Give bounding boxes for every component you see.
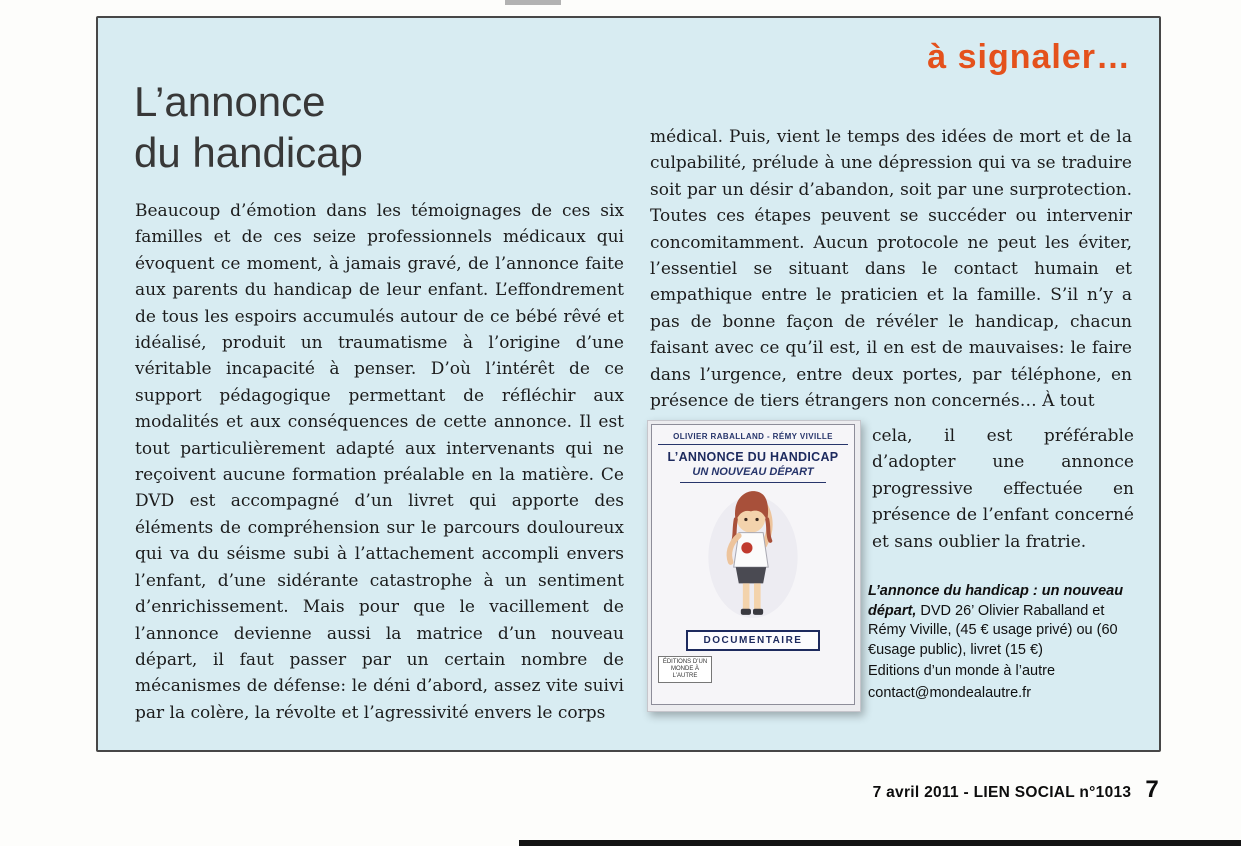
dvd-genre-label: DOCUMENTAIRE [686,630,821,651]
page-footer [873,776,1159,804]
section-tag: à signaler… [927,38,1131,76]
contact-email: contact@mondealautre.fr [868,684,1032,701]
dvd-caption [868,582,1136,703]
title-line-2: du handicap [134,129,363,176]
article-panel [96,16,1161,752]
scan-artifact-top-mark [505,0,561,5]
article-title [134,76,363,178]
column-left-text: Beaucoup d’émotion dans les témoignages de ces six familles et de ces seize professionnels médicaux qui évoquent ce moment, à jamais gravé, de l’annonce faite aux parents du handicap de leur enfant. L’effondrement de tous les espoirs accumulés autour de ce bébé rêvé et idéalisé, produit un traumatisme à l’origine d’une véritable incapacité à penser. D’où l’intérêt de ce support pédagogique permettant de réfléchir aux modalités et aux conséquences de cette annonce. Il est tout particulièrement adapté aux intervenants qui ne reçoivent aucune formation préalable en la matière. Ce DVD est accompagné d’un livret qui apporte des éléments de compréhension sur le parcours douloureux qui va du séisme subi à l’attachement accompli envers l’enfant, d’une sidérante catastrophe à un sentiment d’enrichissement. Mais pour que le vacillement de l’annonce devienne aussi la matrice d’un nouveau départ, il faut passer par un certain nombre de mécanismes de défense: le déni d’abord, assez vite suivi par la colère, la révolte et l’agressivité envers le corps [135,201,624,723]
title-line-1: L’annonce [134,78,326,125]
dvd-cover-card [651,424,855,705]
footer-page-number: 7 [1145,776,1159,803]
scan-artifact-bottom-edge [519,840,1241,846]
caption-publisher: Editions d’un monde à l’autre [868,663,1056,679]
column-right [650,124,1132,744]
footer-issue-line: 7 avril 2011 - LIEN SOCIAL n°1013 [872,784,1132,801]
column-right-text: médical. Puis, vient le temps des idées de mort et de la culpabilité, prélude à une dépression qui va se traduire soit par un désir d’abandon, soit par une surprotection. Toutes ces étapes peuvent se succéder ou intervenir concomitamment. Aucun protocole ne peut les éviter, l’essentiel se situant dans le contact humain et empathique entre le praticien et la famille. S’il n’y a pas de bonne façon de révéler le handicap, chacun faisant avec ce qu’il est, il en est de mauvaises: le faire dans l’urgence, entre deux portes, par téléphone, en présence de tiers étrangers non concernés… À tout [650,127,1132,412]
column-right-wrap-text: cela, il est préférable d’adopter une annonce progressive effectuée en présence de l’enfant concerné et sans oublier la fratrie. [872,426,1134,552]
dvd-publisher-logo: ÉDITIONS D’UN MONDE À L’AUTRE [658,656,712,683]
dvd-illustration-girl-icon [694,486,812,628]
caption-details: DVD 26’ Olivier Raballand et Rémy Viville, (45 € usage privé) ou (60 €usage public), livret (15 €) [868,602,1118,658]
dvd-authors: OLIVIER RABALLAND - RÉMY VIVILLE [658,432,848,445]
dvd-cover [647,420,861,712]
dvd-subtitle: UN NOUVEAU DÉPART [680,466,825,483]
dvd-title: L’ANNONCE DU HANDICAP [667,450,839,464]
caption-title: L’annonce du handicap : un nouveau départ, [868,583,1124,619]
